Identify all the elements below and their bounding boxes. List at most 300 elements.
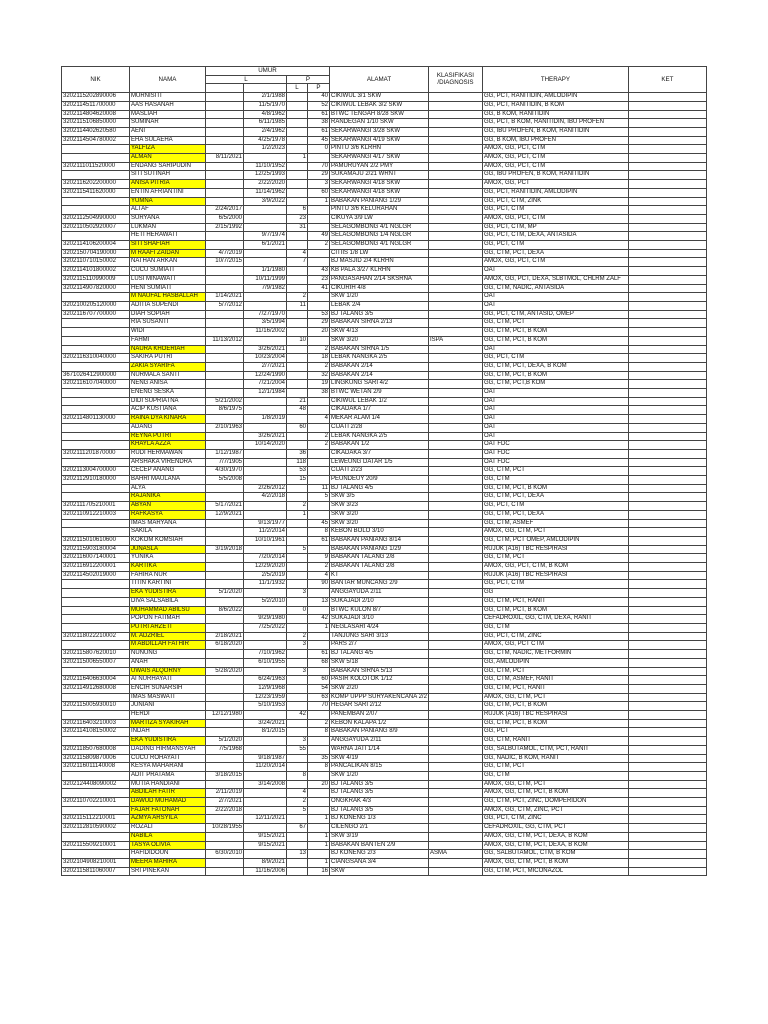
cell-nama[interactable]: WIDI: [130, 328, 206, 337]
cell-nik[interactable]: 3202115509210001: [62, 841, 130, 850]
cell-age-l[interactable]: [287, 180, 308, 189]
cell-age-p[interactable]: 8: [308, 763, 330, 772]
cell-age-p[interactable]: 29: [308, 319, 330, 328]
cell-alamat[interactable]: BJ TALANG 4/5: [330, 650, 429, 659]
cell-alamat[interactable]: SUKAJADI 3/10: [330, 615, 429, 624]
cell-age-p[interactable]: 1: [308, 624, 330, 633]
cell-dob-p[interactable]: 11/10/1952: [244, 162, 287, 171]
cell-dob-l[interactable]: 4/30/1970: [206, 467, 244, 476]
cell-alamat[interactable]: BTWC WETAN 2/9: [330, 389, 429, 398]
cell-nik[interactable]: 3202115809870006: [62, 754, 130, 763]
cell-age-l[interactable]: [287, 284, 308, 293]
cell-age-l[interactable]: 10: [287, 336, 308, 345]
cell-nama[interactable]: TITIN KARTINI: [130, 580, 206, 589]
cell-alamat[interactable]: BABAKAN SIRNA 1/5: [330, 345, 429, 354]
cell-nama[interactable]: RAFKASYA: [130, 510, 206, 519]
cell-dob-l[interactable]: 2/11/2019: [206, 789, 244, 798]
cell-age-l[interactable]: [287, 650, 308, 659]
cell-dob-l[interactable]: [206, 676, 244, 685]
cell-diagnosis[interactable]: [428, 536, 482, 545]
cell-therapy[interactable]: AMOX, GG, CTM, PCT, B KOM: [482, 858, 628, 867]
cell-therapy[interactable]: GG, PCT, RANITIDIN, B KOM: [482, 101, 628, 110]
cell-age-l[interactable]: [287, 719, 308, 728]
cell-age-p[interactable]: 4: [308, 415, 330, 424]
cell-diagnosis[interactable]: [428, 328, 482, 337]
cell-therapy[interactable]: GG, PCT: [482, 728, 628, 737]
cell-nama[interactable]: ENCIH SUNARSIH: [130, 684, 206, 693]
cell-diagnosis[interactable]: [428, 754, 482, 763]
cell-alamat[interactable]: SKW 4/13: [330, 328, 429, 337]
cell-ket[interactable]: [628, 415, 706, 424]
cell-age-l[interactable]: [287, 197, 308, 206]
cell-age-p[interactable]: [308, 510, 330, 519]
cell-therapy[interactable]: GG, CTM, PCT, RANIT: [482, 684, 628, 693]
cell-dob-p[interactable]: 2/22/2020: [244, 180, 287, 189]
cell-nama[interactable]: SITI SUTINAH: [130, 171, 206, 180]
cell-therapy[interactable]: AMOX, GG, PCT, CTM: [482, 162, 628, 171]
cell-age-p[interactable]: [308, 423, 330, 432]
cell-alamat[interactable]: BJ MASJID 2/4 KLRHN: [330, 258, 429, 267]
cell-age-l[interactable]: [287, 267, 308, 276]
cell-therapy[interactable]: GG, PCT, CTM, ZINK: [482, 197, 628, 206]
cell-alamat[interactable]: PARS 2/7: [330, 641, 429, 650]
cell-alamat[interactable]: CIANGSANA 3/4: [330, 858, 429, 867]
cell-nik[interactable]: 3202114504780002: [62, 136, 130, 145]
cell-nik[interactable]: 3202114804620008: [62, 110, 130, 119]
cell-age-l[interactable]: [287, 728, 308, 737]
cell-age-p[interactable]: [308, 606, 330, 615]
cell-alamat[interactable]: SEKARWANGI 4/17 SKW: [330, 154, 429, 163]
cell-ket[interactable]: [628, 510, 706, 519]
cell-nik[interactable]: [62, 806, 130, 815]
cell-dob-p[interactable]: 12/9/1968: [244, 684, 287, 693]
cell-nama[interactable]: EHA SULAEHA: [130, 136, 206, 145]
cell-age-p[interactable]: 61: [308, 110, 330, 119]
cell-therapy[interactable]: AMOX, GG, PCT, CTM: [482, 145, 628, 154]
cell-dob-p[interactable]: 12/11/2021: [244, 815, 287, 824]
cell-dob-l[interactable]: [206, 441, 244, 450]
cell-ket[interactable]: [628, 345, 706, 354]
cell-alamat[interactable]: KEBON BOLO 3/10: [330, 528, 429, 537]
cell-nama[interactable]: RIA SUSANTI: [130, 319, 206, 328]
cell-dob-p[interactable]: [244, 606, 287, 615]
cell-dob-p[interactable]: 10/14/2020: [244, 441, 287, 450]
cell-nik[interactable]: [62, 737, 130, 746]
cell-age-l[interactable]: 1: [287, 154, 308, 163]
cell-nama[interactable]: SUMINAR: [130, 119, 206, 128]
cell-dob-p[interactable]: 9/7/1974: [244, 232, 287, 241]
cell-alamat[interactable]: BABAKAN 1/2: [330, 441, 429, 450]
cell-therapy[interactable]: GG, PCT, CTM, MP: [482, 223, 628, 232]
cell-therapy[interactable]: AMOX, GG, PCT, CTM: [482, 214, 628, 223]
cell-nama[interactable]: ANISA PITRIA: [130, 180, 206, 189]
cell-alamat[interactable]: BJ TALANG 3/5: [330, 806, 429, 815]
cell-age-l[interactable]: [287, 354, 308, 363]
cell-age-p[interactable]: [308, 798, 330, 807]
cell-age-l[interactable]: [287, 597, 308, 606]
cell-alamat[interactable]: CIKIWUL LEBAK 3/2 SKW: [330, 101, 429, 110]
cell-age-l[interactable]: 5: [287, 806, 308, 815]
cell-alamat[interactable]: PASIR KOLOTOK 1/12: [330, 676, 429, 685]
cell-diagnosis[interactable]: [428, 406, 482, 415]
cell-nama[interactable]: MARTIZA SYAKIRAH: [130, 719, 206, 728]
cell-nama[interactable]: ENDANG SARIPUDIN: [130, 162, 206, 171]
cell-dob-l[interactable]: [206, 858, 244, 867]
cell-therapy[interactable]: GG, B KOM, IBU PROFEN: [482, 136, 628, 145]
cell-age-p[interactable]: [308, 667, 330, 676]
cell-dob-l[interactable]: 1/12/1987: [206, 449, 244, 458]
cell-alamat[interactable]: SKW 1/20: [330, 771, 429, 780]
cell-age-p[interactable]: 5: [308, 493, 330, 502]
cell-dob-p[interactable]: 4/25/1978: [244, 136, 287, 145]
cell-age-l[interactable]: [287, 580, 308, 589]
cell-age-p[interactable]: 60: [308, 188, 330, 197]
cell-nik[interactable]: [62, 441, 130, 450]
cell-ket[interactable]: [628, 615, 706, 624]
cell-age-l[interactable]: [287, 362, 308, 371]
cell-ket[interactable]: [628, 806, 706, 815]
cell-nama[interactable]: RAJANIKA: [130, 493, 206, 502]
cell-dob-p[interactable]: [244, 824, 287, 833]
cell-age-p[interactable]: 20: [308, 780, 330, 789]
cell-alamat[interactable]: SELAGOMBONG 4/1 NGLGR: [330, 223, 429, 232]
cell-ket[interactable]: [628, 658, 706, 667]
cell-age-l[interactable]: 2: [287, 798, 308, 807]
cell-alamat[interactable]: SELAGOMBONG 1/4 NGLGR: [330, 232, 429, 241]
cell-therapy[interactable]: GG, CTM, PCT OMEP, AMLODIPIN: [482, 536, 628, 545]
cell-ket[interactable]: [628, 771, 706, 780]
cell-dob-p[interactable]: 11/16/2006: [244, 867, 287, 876]
cell-age-p[interactable]: [308, 467, 330, 476]
cell-alamat[interactable]: PANEMBAN 2/07: [330, 711, 429, 720]
cell-therapy[interactable]: GG, CTM, PCT, MICONAZOL: [482, 867, 628, 876]
cell-age-l[interactable]: 2: [287, 293, 308, 302]
cell-diagnosis[interactable]: [428, 484, 482, 493]
cell-dob-p[interactable]: 7/20/2014: [244, 554, 287, 563]
cell-diagnosis[interactable]: [428, 632, 482, 641]
cell-diagnosis[interactable]: [428, 101, 482, 110]
cell-nama[interactable]: MUTIA HANDIANI: [130, 780, 206, 789]
cell-age-p[interactable]: [308, 771, 330, 780]
cell-nik[interactable]: [62, 458, 130, 467]
cell-age-p[interactable]: [308, 737, 330, 746]
cell-alamat[interactable]: CIKADAKA 1/7: [330, 406, 429, 415]
cell-nama[interactable]: UWAIS ALQORNY: [130, 667, 206, 676]
cell-age-p[interactable]: [308, 789, 330, 798]
cell-age-p[interactable]: [308, 154, 330, 163]
cell-dob-l[interactable]: 12/12/1980: [206, 711, 244, 720]
cell-age-l[interactable]: [287, 127, 308, 136]
cell-dob-l[interactable]: 4/7/2019: [206, 249, 244, 258]
cell-age-p[interactable]: 63: [308, 693, 330, 702]
cell-nik[interactable]: 3202114402620580: [62, 127, 130, 136]
cell-nama[interactable]: YUMNA: [130, 197, 206, 206]
cell-diagnosis[interactable]: [428, 267, 482, 276]
cell-therapy[interactable]: GG, SALBUTAMOL, CTM, B KOM: [482, 850, 628, 859]
cell-diagnosis[interactable]: [428, 241, 482, 250]
cell-therapy[interactable]: GG, CTM, PCT: [482, 554, 628, 563]
cell-ket[interactable]: [628, 589, 706, 598]
cell-nik[interactable]: 3202110710150002: [62, 258, 130, 267]
cell-dob-p[interactable]: 11/14/1962: [244, 188, 287, 197]
cell-ket[interactable]: [628, 667, 706, 676]
cell-diagnosis[interactable]: [428, 110, 482, 119]
cell-dob-p[interactable]: 3/26/2021: [244, 432, 287, 441]
cell-ket[interactable]: [628, 441, 706, 450]
cell-age-l[interactable]: 60: [287, 423, 308, 432]
cell-ket[interactable]: [628, 406, 706, 415]
cell-nik[interactable]: 3202115005930010: [62, 702, 130, 711]
cell-dob-p[interactable]: [244, 771, 287, 780]
cell-ket[interactable]: [628, 380, 706, 389]
cell-diagnosis[interactable]: [428, 476, 482, 485]
cell-age-p[interactable]: 38: [308, 119, 330, 128]
cell-age-l[interactable]: 3: [287, 667, 308, 676]
cell-alamat[interactable]: SELAGOMBONG 4/1 NGLGR: [330, 241, 429, 250]
cell-dob-l[interactable]: [206, 188, 244, 197]
cell-ket[interactable]: [628, 293, 706, 302]
cell-age-l[interactable]: 1: [287, 510, 308, 519]
cell-ket[interactable]: [628, 232, 706, 241]
cell-therapy[interactable]: GG, PCT, RANITIDIN, AMLODIPIN: [482, 188, 628, 197]
cell-age-p[interactable]: 1: [308, 815, 330, 824]
cell-nama[interactable]: INDAH: [130, 728, 206, 737]
cell-nama[interactable]: ALMAN: [130, 154, 206, 163]
cell-age-l[interactable]: 6: [287, 206, 308, 215]
cell-diagnosis[interactable]: [428, 806, 482, 815]
cell-ket[interactable]: [628, 319, 706, 328]
cell-diagnosis[interactable]: [428, 824, 482, 833]
cell-alamat[interactable]: PINTU 3/6 KELURAHAN: [330, 206, 429, 215]
cell-dob-l[interactable]: [206, 93, 244, 102]
cell-diagnosis[interactable]: [428, 711, 482, 720]
cell-nama[interactable]: KARTIKA: [130, 563, 206, 572]
cell-dob-p[interactable]: 7/25/2022: [244, 624, 287, 633]
cell-nik[interactable]: 3202116011140008: [62, 763, 130, 772]
cell-nama[interactable]: MEERA MAHIRA: [130, 858, 206, 867]
cell-age-l[interactable]: [287, 171, 308, 180]
cell-dob-l[interactable]: [206, 658, 244, 667]
cell-dob-p[interactable]: [244, 711, 287, 720]
cell-age-p[interactable]: 40: [308, 93, 330, 102]
cell-age-p[interactable]: 53: [308, 310, 330, 319]
cell-therapy[interactable]: OAT: [482, 423, 628, 432]
cell-therapy[interactable]: OAT FDC: [482, 441, 628, 450]
cell-diagnosis[interactable]: ISPA: [428, 336, 482, 345]
cell-alamat[interactable]: SUKAMAJU 2/21 WRNT: [330, 171, 429, 180]
cell-ket[interactable]: [628, 371, 706, 380]
cell-dob-p[interactable]: [244, 336, 287, 345]
cell-nik[interactable]: 3202116107040000: [62, 380, 130, 389]
cell-age-p[interactable]: [308, 545, 330, 554]
cell-therapy[interactable]: GG, IBU PROFEN, B KOM, RANITIDIN: [482, 127, 628, 136]
cell-dob-p[interactable]: 12/24/1990: [244, 371, 287, 380]
cell-nama[interactable]: FAHMI: [130, 336, 206, 345]
cell-nama[interactable]: ALYA: [130, 484, 206, 493]
cell-age-p[interactable]: [308, 476, 330, 485]
cell-diagnosis[interactable]: [428, 354, 482, 363]
cell-nik[interactable]: [62, 589, 130, 598]
cell-nik[interactable]: 3202116707700000: [62, 310, 130, 319]
cell-dob-l[interactable]: [206, 841, 244, 850]
cell-nama[interactable]: DIDI SUPRIATNA: [130, 397, 206, 406]
cell-dob-l[interactable]: [206, 389, 244, 398]
cell-nama[interactable]: JUNASLA: [130, 545, 206, 554]
cell-age-l[interactable]: 3: [287, 589, 308, 598]
cell-nik[interactable]: 3202112810590002: [62, 824, 130, 833]
cell-ket[interactable]: [628, 650, 706, 659]
cell-nik[interactable]: 3202114108150002: [62, 728, 130, 737]
cell-age-p[interactable]: [308, 258, 330, 267]
cell-diagnosis[interactable]: [428, 841, 482, 850]
cell-nik[interactable]: 3202111011520000: [62, 162, 130, 171]
cell-nama[interactable]: ADITIA SUPENDI: [130, 301, 206, 310]
cell-therapy[interactable]: AMOX, GG, PCT: [482, 180, 628, 189]
cell-alamat[interactable]: KEBON KALAPA 1/2: [330, 719, 429, 728]
cell-age-l[interactable]: 15: [287, 476, 308, 485]
cell-dob-p[interactable]: [244, 258, 287, 267]
cell-diagnosis[interactable]: [428, 771, 482, 780]
cell-ket[interactable]: [628, 458, 706, 467]
cell-dob-l[interactable]: [206, 110, 244, 119]
cell-dob-l[interactable]: [206, 832, 244, 841]
cell-age-p[interactable]: 41: [308, 284, 330, 293]
cell-therapy[interactable]: GG, CTM, ASMEF: [482, 519, 628, 528]
cell-age-p[interactable]: 19: [308, 380, 330, 389]
cell-age-l[interactable]: 48: [287, 406, 308, 415]
cell-therapy[interactable]: AMOX, GG, CTM, PCT: [482, 780, 628, 789]
cell-age-p[interactable]: 2: [308, 563, 330, 572]
cell-alamat[interactable]: PANCALIKAN 8/15: [330, 763, 429, 772]
cell-nama[interactable]: NENG ANISA: [130, 380, 206, 389]
cell-nama[interactable]: ABYAN: [130, 502, 206, 511]
cell-ket[interactable]: [628, 476, 706, 485]
cell-diagnosis[interactable]: [428, 197, 482, 206]
cell-age-l[interactable]: 3: [287, 641, 308, 650]
cell-age-l[interactable]: [287, 136, 308, 145]
cell-ket[interactable]: [628, 328, 706, 337]
cell-dob-p[interactable]: 3/9/2022: [244, 197, 287, 206]
cell-dob-l[interactable]: 2/24/2017: [206, 206, 244, 215]
cell-diagnosis[interactable]: [428, 789, 482, 798]
cell-age-l[interactable]: [287, 380, 308, 389]
cell-diagnosis[interactable]: [428, 232, 482, 241]
cell-alamat[interactable]: CIKADAKA 3/7: [330, 449, 429, 458]
cell-diagnosis[interactable]: [428, 119, 482, 128]
cell-therapy[interactable]: AMOX, GG, PCT, CTM: [482, 258, 628, 267]
cell-dob-p[interactable]: [244, 798, 287, 807]
cell-dob-p[interactable]: 2/1/1988: [244, 93, 287, 102]
cell-dob-l[interactable]: 10/28/1955: [206, 824, 244, 833]
cell-dob-l[interactable]: [206, 136, 244, 145]
cell-dob-l[interactable]: 12/9/2021: [206, 510, 244, 519]
cell-age-p[interactable]: 54: [308, 684, 330, 693]
cell-diagnosis[interactable]: [428, 641, 482, 650]
cell-therapy[interactable]: GG, PCT, CTM, ANTASID, OMEP: [482, 310, 628, 319]
cell-nama[interactable]: EKA YUDISTIRA: [130, 589, 206, 598]
cell-alamat[interactable]: CILENGO 2/1: [330, 824, 429, 833]
cell-nik[interactable]: [62, 319, 130, 328]
cell-dob-p[interactable]: 2/26/2012: [244, 484, 287, 493]
cell-ket[interactable]: [628, 502, 706, 511]
cell-ket[interactable]: [628, 336, 706, 345]
cell-nik[interactable]: [62, 145, 130, 154]
cell-diagnosis[interactable]: [428, 867, 482, 876]
cell-age-p[interactable]: [308, 458, 330, 467]
cell-alamat[interactable]: SEKARWANGI 4/18 SKW: [330, 180, 429, 189]
cell-age-l[interactable]: [287, 754, 308, 763]
cell-dob-p[interactable]: 6/10/1955: [244, 658, 287, 667]
cell-dob-l[interactable]: [206, 728, 244, 737]
cell-nama[interactable]: AENI: [130, 127, 206, 136]
cell-ket[interactable]: [628, 449, 706, 458]
cell-age-l[interactable]: [287, 493, 308, 502]
cell-ket[interactable]: [628, 467, 706, 476]
cell-dob-p[interactable]: 9/15/2021: [244, 832, 287, 841]
cell-dob-p[interactable]: [244, 293, 287, 302]
cell-ket[interactable]: [628, 606, 706, 615]
cell-diagnosis[interactable]: [428, 162, 482, 171]
cell-age-l[interactable]: [287, 571, 308, 580]
cell-age-l[interactable]: [287, 162, 308, 171]
cell-therapy[interactable]: GG, CTM, PCT: [482, 763, 628, 772]
cell-age-l[interactable]: 7: [287, 258, 308, 267]
cell-alamat[interactable]: KB PALA 3/27 KLRHN: [330, 267, 429, 276]
cell-nik[interactable]: [62, 693, 130, 702]
cell-nik[interactable]: [62, 832, 130, 841]
cell-diagnosis[interactable]: [428, 615, 482, 624]
cell-alamat[interactable]: CITIIS 1/8 LW: [330, 249, 429, 258]
cell-ket[interactable]: [628, 180, 706, 189]
cell-age-l[interactable]: [287, 241, 308, 250]
cell-therapy[interactable]: GG, CTM: [482, 476, 628, 485]
cell-diagnosis[interactable]: [428, 171, 482, 180]
cell-dob-l[interactable]: [206, 127, 244, 136]
cell-ket[interactable]: [628, 728, 706, 737]
cell-alamat[interactable]: BJ TALANG 3/5: [330, 310, 429, 319]
cell-dob-p[interactable]: [244, 745, 287, 754]
cell-therapy[interactable]: GG, CTM, PCT, B KOM: [482, 702, 628, 711]
cell-age-p[interactable]: 16: [308, 867, 330, 876]
cell-nik[interactable]: 3202111705210001: [62, 502, 130, 511]
cell-therapy[interactable]: GG, CTM, PCT, DEXA: [482, 510, 628, 519]
cell-diagnosis[interactable]: [428, 510, 482, 519]
cell-age-p[interactable]: 68: [308, 658, 330, 667]
cell-ket[interactable]: [628, 754, 706, 763]
cell-ket[interactable]: [628, 563, 706, 572]
cell-age-l[interactable]: 11: [287, 301, 308, 310]
cell-age-l[interactable]: [287, 119, 308, 128]
cell-diagnosis[interactable]: [428, 597, 482, 606]
cell-nama[interactable]: ARSHAKA VIRENDRA: [130, 458, 206, 467]
cell-age-p[interactable]: 38: [308, 389, 330, 398]
cell-therapy[interactable]: RUJUK (A16) TBC RESPIRASI: [482, 545, 628, 554]
cell-dob-l[interactable]: [206, 362, 244, 371]
cell-age-p[interactable]: 20: [308, 328, 330, 337]
cell-diagnosis[interactable]: [428, 554, 482, 563]
cell-ket[interactable]: [628, 554, 706, 563]
cell-age-p[interactable]: 1: [308, 841, 330, 850]
cell-ket[interactable]: [628, 432, 706, 441]
cell-nama[interactable]: RUDI HERMAWAN: [130, 449, 206, 458]
cell-dob-l[interactable]: [206, 519, 244, 528]
cell-age-p[interactable]: [308, 223, 330, 232]
cell-age-l[interactable]: 118: [287, 458, 308, 467]
cell-nama[interactable]: YUNIKA: [130, 554, 206, 563]
cell-dob-p[interactable]: [244, 850, 287, 859]
cell-nama[interactable]: MASLIAH: [130, 110, 206, 119]
cell-nik[interactable]: [62, 423, 130, 432]
